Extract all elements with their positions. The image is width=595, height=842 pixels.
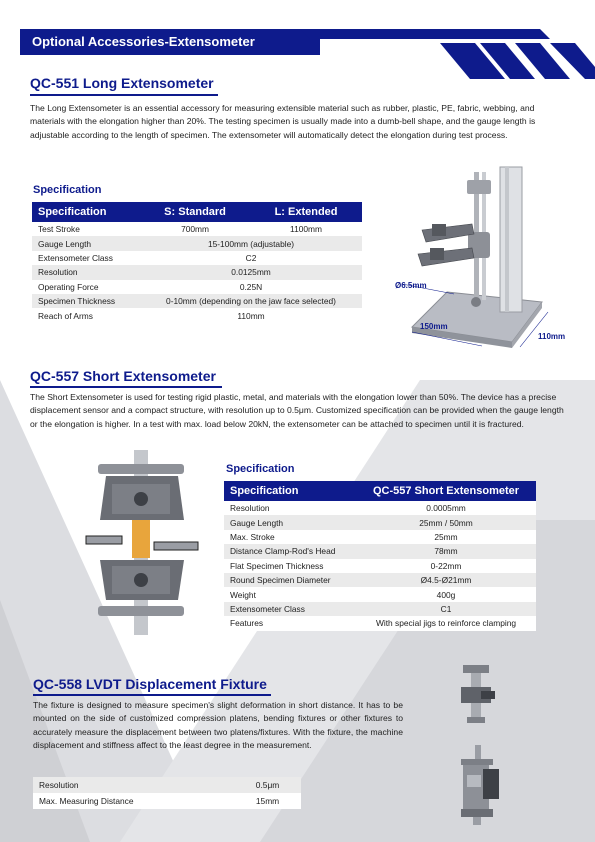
table-row: Features With special jigs to reinforce clamping [224, 616, 536, 630]
table-row: Reach of Arms 110mm [32, 308, 362, 322]
qc551-spec-heading: Specification [33, 184, 102, 196]
qc558-title-underline [33, 694, 271, 696]
qc558-description: The fixture is designed to measure specimen's slight deformation in short distance. It has to be mounted on the side of customized compression platens, bending fixtures or other fixtures to accurately measure the displacement between two platens/fixtures. With the fixture, the machine displacement and stiffness affect to the least degree in the measurement. [33, 700, 403, 751]
table-row: Flat Specimen Thickness 0-22mm [224, 559, 536, 573]
qc557-header-spec: Specification [224, 481, 356, 501]
table-row: Weight 400g [224, 587, 536, 601]
lvdt-fixture-image-bottom [455, 745, 505, 825]
table-row: Specimen Thickness 0-10mm (depending on the jaw face selected) [32, 294, 362, 308]
qc551-header-extended: L: Extended [250, 202, 362, 222]
table-row: Max. Measuring Distance 15mm [33, 793, 301, 809]
qc558-spec-table [33, 777, 301, 809]
table-row: Operating Force 0.25N [32, 280, 362, 294]
table-row: Test Stroke 700mm 1100mm [32, 222, 362, 236]
header-stripes [300, 29, 595, 79]
table-row: Gauge Length 15-100mm (adjustable) [32, 236, 362, 250]
qc551-dim-width: 150mm [420, 322, 448, 331]
table-row: Resolution 0.5μm [33, 777, 301, 793]
qc551-title: QC-551 Long Extensometer [30, 75, 214, 91]
qc551-title-underline [30, 94, 218, 96]
qc551-dim-diameter: Ø6.5mm [395, 281, 427, 290]
short-extensometer-image [72, 450, 212, 635]
table-row: Distance Clamp-Rod's Head 78mm [224, 544, 536, 558]
page-header-title: Optional Accessories-Extensometer [20, 29, 320, 55]
table-row: Gauge Length 25mm / 50mm [224, 515, 536, 529]
qc551-dim-depth: 110mm [538, 332, 566, 341]
qc557-title: QC-557 Short Extensometer [30, 368, 216, 384]
table-row: Max. Stroke 25mm [224, 530, 536, 544]
qc557-spec-table [224, 481, 536, 631]
qc557-header-product: QC-557 Short Extensometer [356, 481, 536, 501]
lvdt-fixture-image-top [455, 665, 500, 725]
qc557-title-underline [30, 386, 222, 388]
qc551-spec-table [32, 202, 362, 323]
table-row: Extensometer Class C2 [32, 251, 362, 265]
qc557-spec-heading: Specification [226, 463, 295, 475]
qc551-header-standard: S: Standard [140, 202, 250, 222]
qc551-header-spec: Specification [32, 202, 140, 222]
qc558-title: QC-558 LVDT Displacement Fixture [33, 676, 267, 692]
table-row: Round Specimen Diameter Ø4.5-Ø21mm [224, 573, 536, 587]
table-row: Resolution 0.0125mm [32, 265, 362, 279]
table-row: Extensometer Class C1 [224, 602, 536, 616]
qc551-description: The Long Extensometer is an essential accessory for measuring extensible material such as rubber, plastic, PE, fabric, webbing, and materials with the elongation higher than 20%. The testing specimen is usually made into a dumb-bell shape, and the gauge length is adjustable according to the length of specimen. The extensometer will automatically detect the elongation during test process. [30, 103, 536, 140]
qc557-description: The Short Extensometer is used for testing rigid plastic, metal, and materials with the elongation lower than 50%. The device has a precise displacement sensor and a compact structure, with resolution up to 0.5μm. Customized specification can be provided when the gauge length or the elongation is higher. In a test with max. load below 20kN, the extensometer can be attached to specimen until it is fractured. [30, 392, 564, 429]
table-row: Resolution 0.0005mm [224, 501, 536, 515]
